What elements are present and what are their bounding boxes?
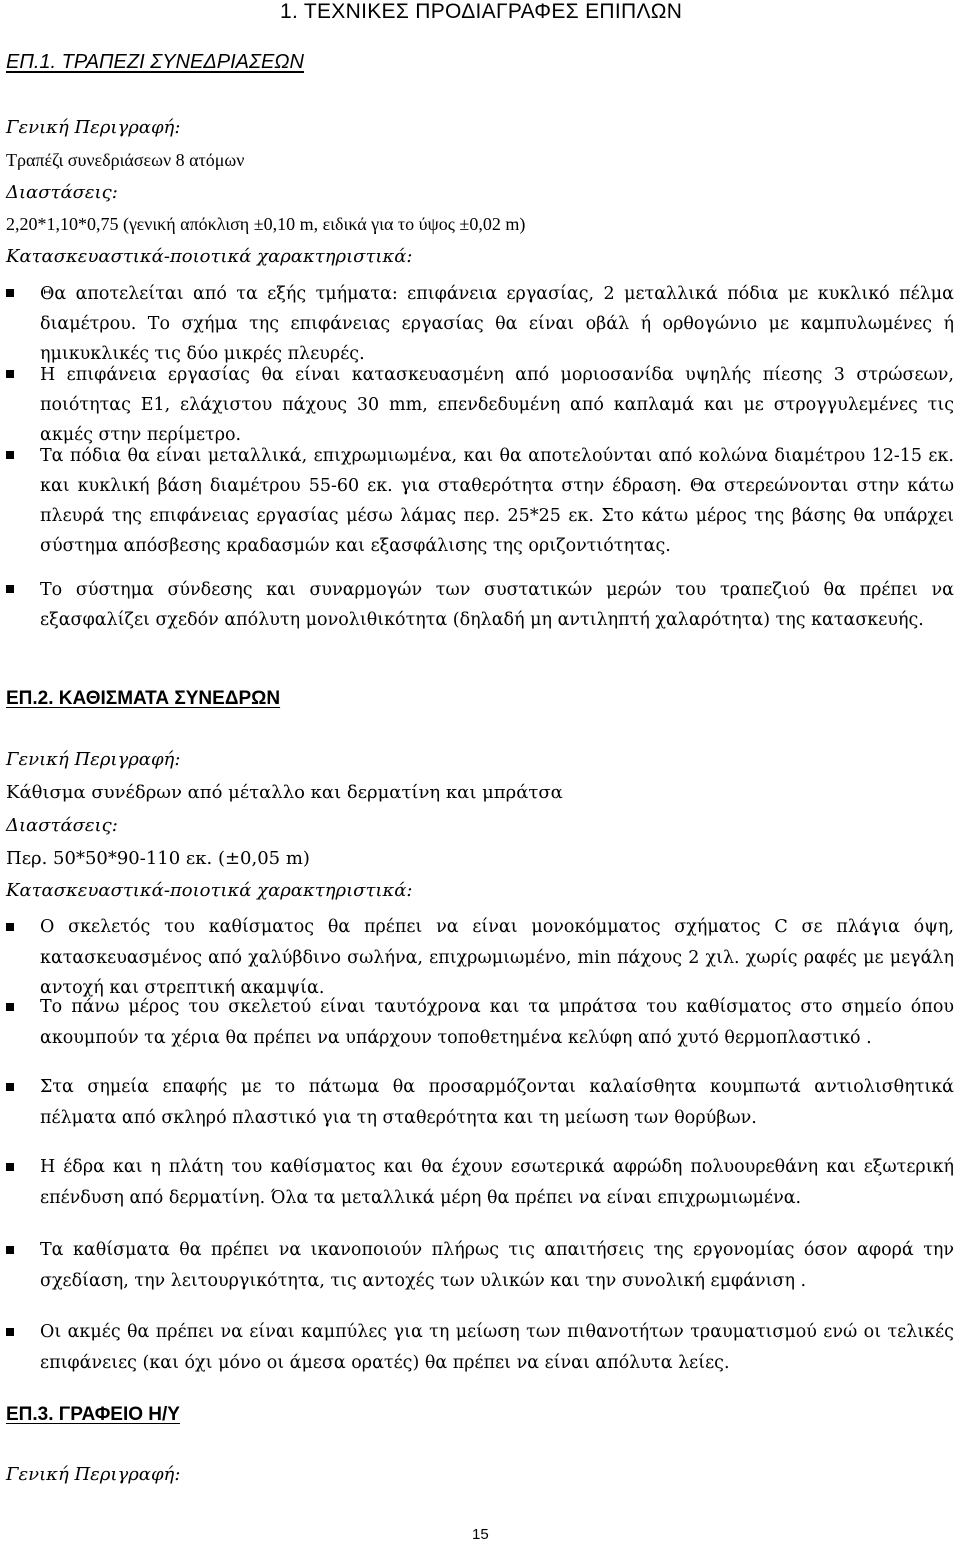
section-2-bullet-2: Το πάνω μέρος του σκελετού είναι ταυτόχρονα και τα μπράτσα του καθίσματος στο σημείο όπου ακουμπούν τα χέρια θα πρέπει να υπάρχουν τοποθετημένα κελύφη από χυτό θερμοπλαστικό . [40,997,954,1048]
section-1-construction-label: Κατασκευαστικά-ποιοτικά χαρακτηριστικά: [6,246,413,267]
section-2-title: ΕΠ.2. ΚΑΘΙΣΜΑΤΑ ΣΥΝΕΔΡΩΝ [6,688,281,709]
bullet-icon [6,370,14,378]
page-number: 15 [472,1526,489,1543]
section-2-bullet-6: Οι ακμές θα πρέπει να είναι καμπύλες για τη μείωση των πιθανοτήτων τραυματισμού ενώ οι τελικές επιφάνειες (και όχι μόνο οι άμεσα ορατές) θα πρέπει να είναι απόλυτα λείες. [40,1322,954,1373]
section-2-bullet-1: Ο σκελετός του καθίσματος θα πρέπει να είναι μονοκόμματος σχήματος C σε πλάγια όψη, κατασκευασμένος από χαλύβδινο σωλήνα, επιχρωμιωμένο, min πάχους 2 χιλ. χωρίς ραφές με μεγάλη αντοχή και στρεπτική ακαμψία. [40,917,954,998]
section-1-bullet-4: Το σύστημα σύνδεσης και συναρμογών των συστατικών μερών του τραπεζιού θα πρέπει να εξασφαλίζει σχεδόν απόλυτη μονολιθικότητα (δηλαδή μη αντιληπτή χαλαρότητα) της κατασκευής. [40,580,954,630]
section-1-bullet-3: Τα πόδια θα είναι μεταλλικά, επιχρωμιωμένα, και θα αποτελούνται από κολώνα διαμέτρου 12-15 εκ. και κυκλική βάση διαμέτρου 55-60 εκ. για σταθερότητα στην έδραση. Θα στερεώνονται στην κάτω πλευρά της επιφάνειας εργασίας μέσω λάμας περ. 25*25 εκ. Στο κάτω μέρος της βάσης θα υπάρχει σύστημα απόσβεσης κραδασμών και εξασφάλισης της οριζοντιότητας. [40,446,954,556]
section-1-dimensions-label: Διαστάσεις: [6,182,118,203]
section-2-bullet-3: Στα σημεία επαφής με το πάτωμα θα προσαρμόζονται καλαίσθητα κουμπωτά αντιολισθητικά πέλματα από σκληρό πλαστικό για τη σταθερότητα και τη μείωση των θορύβων. [40,1077,954,1128]
bullet-icon [6,1328,14,1336]
bullet-icon [6,1163,14,1171]
bullet-icon [6,923,14,931]
section-1-dimensions-value: 2,20*1,10*0,75 (γενική απόκλιση ±0,10 m, ειδικά για το ύψος ±0,02 m) [6,214,526,234]
section-2-description: Κάθισμα συνέδρων από μέταλλο και δερματίνη και μπράτσα [6,782,563,803]
section-1-bullet-2: Η επιφάνεια εργασίας θα είναι κατασκευασμένη από μοριοσανίδα υψηλής πίεσης 3 στρώσεων, ποιότητας Ε1, ελάχιστου πάχους 30 mm, επενδεδυμένη από καπλαμά και με στρογγυλεμένες τις ακμές στην περίμετρο. [40,365,954,445]
bullet-icon [6,289,14,297]
section-1-general-label: Γενική Περιγραφή: [6,117,181,138]
section-3-general-label: Γενική Περιγραφή: [6,1464,181,1485]
bullet-icon [6,451,14,459]
section-3-title: ΕΠ.3. ΓΡΑΦΕΙΟ Η/Υ [6,1404,180,1425]
bullet-icon [6,1083,14,1091]
section-2-bullet-4: Η έδρα και η πλάτη του καθίσματος και θα έχουν εσωτερικά αφρώδη πολυουρεθάνη και εξωτερική επένδυση από δερματίνη. Όλα τα μεταλλικά μέρη θα πρέπει να είναι επιχρωμιωμένα. [40,1157,954,1208]
section-2-bullet-5: Τα καθίσματα θα πρέπει να ικανοποιούν πλήρως τις απαιτήσεις της εργονομίας όσον αφορά την σχεδίαση, την λειτουργικότητα, τις αντοχές των υλικών και την συνολική εμφάνιση . [40,1240,954,1291]
section-1-description: Τραπέζι συνεδριάσεων 8 ατόμων [6,150,245,170]
section-1-bullet-1: Θα αποτελείται από τα εξής τμήματα: επιφάνεια εργασίας, 2 μεταλλικά πόδια με κυκλικό πέλμα διαμέτρου. Το σχήμα της επιφάνειας εργασίας θα είναι οβάλ ή ορθογώνιο με καμπυλωμένες ή ημικυκλικές τις δύο μικρές πλευρές. [40,284,954,364]
bullet-icon [6,1003,14,1011]
section-2-dimensions-label: Διαστάσεις: [6,815,118,836]
section-2-general-label: Γενική Περιγραφή: [6,749,181,770]
section-1-title: ΕΠ.1. ΤΡΑΠΕΖΙ ΣΥΝΕΔΡΙΑΣΕΩΝ [6,51,304,73]
section-2-construction-label: Κατασκευαστικά-ποιοτικά χαρακτηριστικά: [6,880,413,901]
section-2-dimensions-value: Περ. 50*50*90-110 εκ. (±0,05 m) [6,848,310,869]
document-title: 1. ΤΕΧΝΙΚΕΣ ΠΡΟΔΙΑΓΡΑΦΕΣ ΕΠΙΠΛΩΝ [280,0,683,23]
bullet-icon [6,585,14,593]
bullet-icon [6,1246,14,1254]
